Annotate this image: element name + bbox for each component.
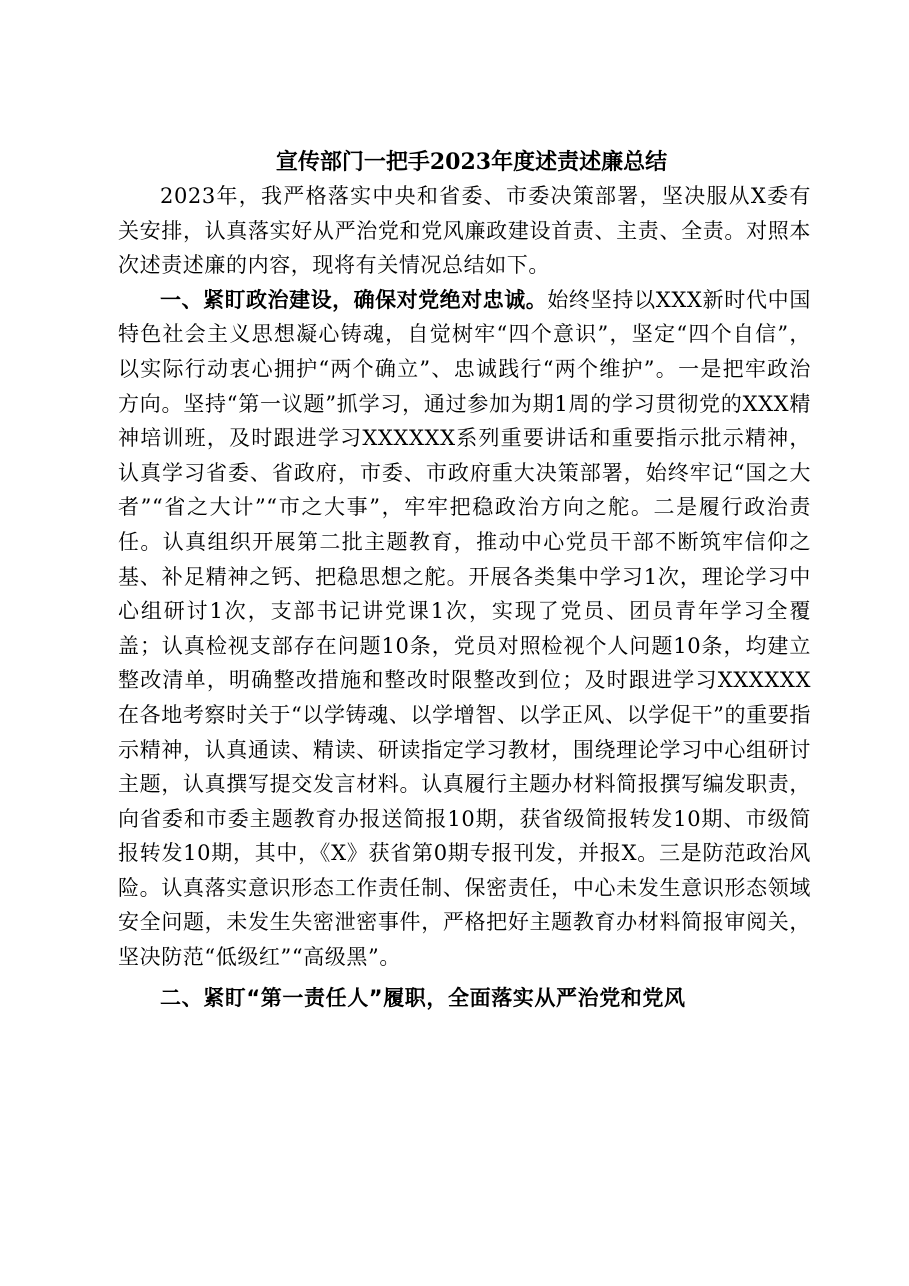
section-2-heading: 二、紧盯“第一责任人”履职，全面落实从严治党和党风 xyxy=(160,985,686,1010)
intro-paragraph: 2023年，我严格落实中央和省委、市委决策部署，坚决服从X委有关安排，认真落实好从严治党和党风廉政建设首责、主责、全责。对照本次述责述廉的内容，现将有关情况总结如下。 xyxy=(118,184,811,278)
section-1-paragraph xyxy=(118,283,811,975)
document-title: 宣传部门一把手2023年度述责述廉总结 xyxy=(275,149,668,175)
section-1-heading: 一、紧盯政治建设，确保对党绝对忠诚。 xyxy=(160,287,548,312)
document-body xyxy=(118,143,811,1015)
section-1-body: 始终坚持以XXX新时代中国特色社会主义思想凝心铸魂，自觉树牢“四个意识”，坚定“四个自信”，以实际行动衷心拥护“两个确立”、忠诚践行“两个维护”。一是把牢政治方向。坚持“第一议题”抓学习，通过参加为期1周的学习贯彻党的XXX精神培训班，及时跟进学习XXXXXX系列重要讲话和重要指示批示精神，认真学习省委、省政府，市委、市政府重大决策部署，始终牢记“国之大者”“省之大计”“市之大事”，牢牢把稳政治方向之舵。二是履行政治责任。认真组织开展第二批主题教育，推动中心党员干部不断筑牢信仰之基、补足精神之钙、把稳思想之舵。开展各类集中学习1次，理论学习中心组研讨1次，支部书记讲党课1次，实现了党员、团员青年学习全覆盖；认真检视支部存在问题10条，党员对照检视个人问题10条，均建立整改清单，明确整改措施和整改时限整改到位；及时跟进学习XXXXXX在各地考察时关于“以学铸魂、以学增智、以学正风、以学促干”的重要指示精神，认真通读、精读、研读指定学习教材，围绕理论学习中心组研讨主题，认真撰写提交发言材料。认真履行主题办材料简报撰写编发职责，向省委和市委主题教育办报送简报10期，获省级简报转发10期、市级简报转发10期，其中，《X》获省第0期专报刊发，并报X。三是防范政治风险。认真落实意识形态工作责任制、保密责任，中心未发生意识形态领域安全问题，未发生失密泄密事件，严格把好主题教育办材料简报审阅关，坚决防范“低级红”“高级黑”。 xyxy=(118,287,811,970)
